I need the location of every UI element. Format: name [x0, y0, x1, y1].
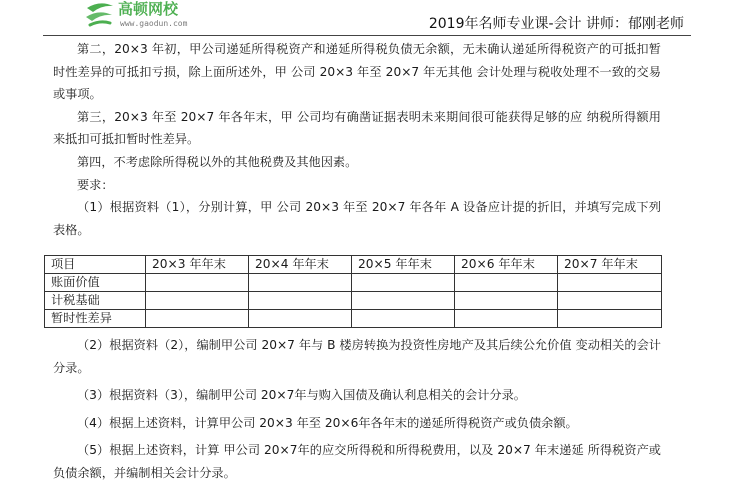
table-cell — [146, 310, 249, 328]
table-cell — [249, 292, 352, 310]
table-cell — [146, 274, 249, 292]
table-row — [45, 274, 662, 292]
table-cell — [352, 274, 455, 292]
table-cell — [558, 292, 662, 310]
gaodun-logo-icon — [84, 0, 116, 30]
table-header-row — [45, 256, 662, 274]
table-cell — [352, 310, 455, 328]
table-cell: 计税基础 — [45, 292, 146, 310]
gaodun-logo — [84, 0, 214, 34]
table-cell — [249, 310, 352, 328]
requirements-heading: 要求： — [77, 177, 114, 192]
requirement-5: （5）根据上述资料，计算 甲公司 20×7年的应交所得税和所得税费用，以及 20×7 年末递延 所得税资产或负债余额，并编制相关会计分录。 — [53, 443, 661, 480]
table-row — [45, 310, 662, 328]
table-cell — [146, 292, 249, 310]
paragraph-fourth: 第四，不考虑除所得税以外的其他税费及其他因素。 — [77, 154, 358, 169]
paragraph-second: 第二，20×3 年初，甲公司递延所得税资产和递延所得税负债无余额，无未确认递延所得税资产的可抵扣暂时性差异的可抵扣亏损，除上面所述外，甲 公司 20×3 年至 20×7 年无其他 会计处理与税收处理不一致的交易或事项。 — [53, 42, 661, 102]
logo-url: www.gaodun.com — [120, 19, 188, 28]
temporary-difference-table — [44, 255, 662, 328]
table-header-cell: 20×3 年年末 — [146, 256, 249, 274]
logo-name: 高顿网校 — [118, 0, 179, 18]
table-cell — [249, 274, 352, 292]
document-body — [53, 38, 661, 241]
header-divider — [43, 35, 691, 36]
table-header-cell: 20×6 年年末 — [455, 256, 558, 274]
table-cell: 暂时性差异 — [45, 310, 146, 328]
table-cell — [352, 292, 455, 310]
requirements-list — [53, 334, 661, 490]
header-title: 2019年名师专业课-会计 讲师：郁刚老师 — [428, 16, 684, 32]
table-cell — [455, 310, 558, 328]
table-header-cell: 项目 — [45, 256, 146, 274]
table-cell — [455, 274, 558, 292]
requirement-1: （1）根据资料（1），分别计算，甲 公司 20×3 年至 20×7 年各年 A 设备应计提的折旧，并填写完成下列表格。 — [53, 200, 661, 237]
page-header — [0, 0, 735, 36]
requirement-2: （2）根据资料（2），编制甲公司 20×7 年与 B 楼房转换为投资性房地产及其后续公允价值 变动相关的会计分录。 — [53, 338, 661, 375]
requirement-3: （3）根据资料（3），编制甲公司 20×7年与购入国债及确认利息相关的会计分录。 — [77, 388, 526, 403]
table-header-cell: 20×4 年年末 — [249, 256, 352, 274]
paragraph-third: 第三，20×3 年至 20×7 年各年末，甲 公司均有确凿证据表明未来期间很可能获得足够的应 纳税所得额用来抵扣可抵扣暂时性差异。 — [53, 109, 661, 147]
table-header-cell: 20×5 年年末 — [352, 256, 455, 274]
table-cell — [558, 310, 662, 328]
table-cell — [558, 274, 662, 292]
table-cell — [455, 292, 558, 310]
requirement-4: （4）根据上述资料，计算甲公司 20×3 年至 20×6年各年末的递延所得税资产或负债余额。 — [77, 415, 578, 430]
table-cell: 账面价值 — [45, 274, 146, 292]
table-header-cell: 20×7 年年末 — [558, 256, 662, 274]
table-row — [45, 292, 662, 310]
